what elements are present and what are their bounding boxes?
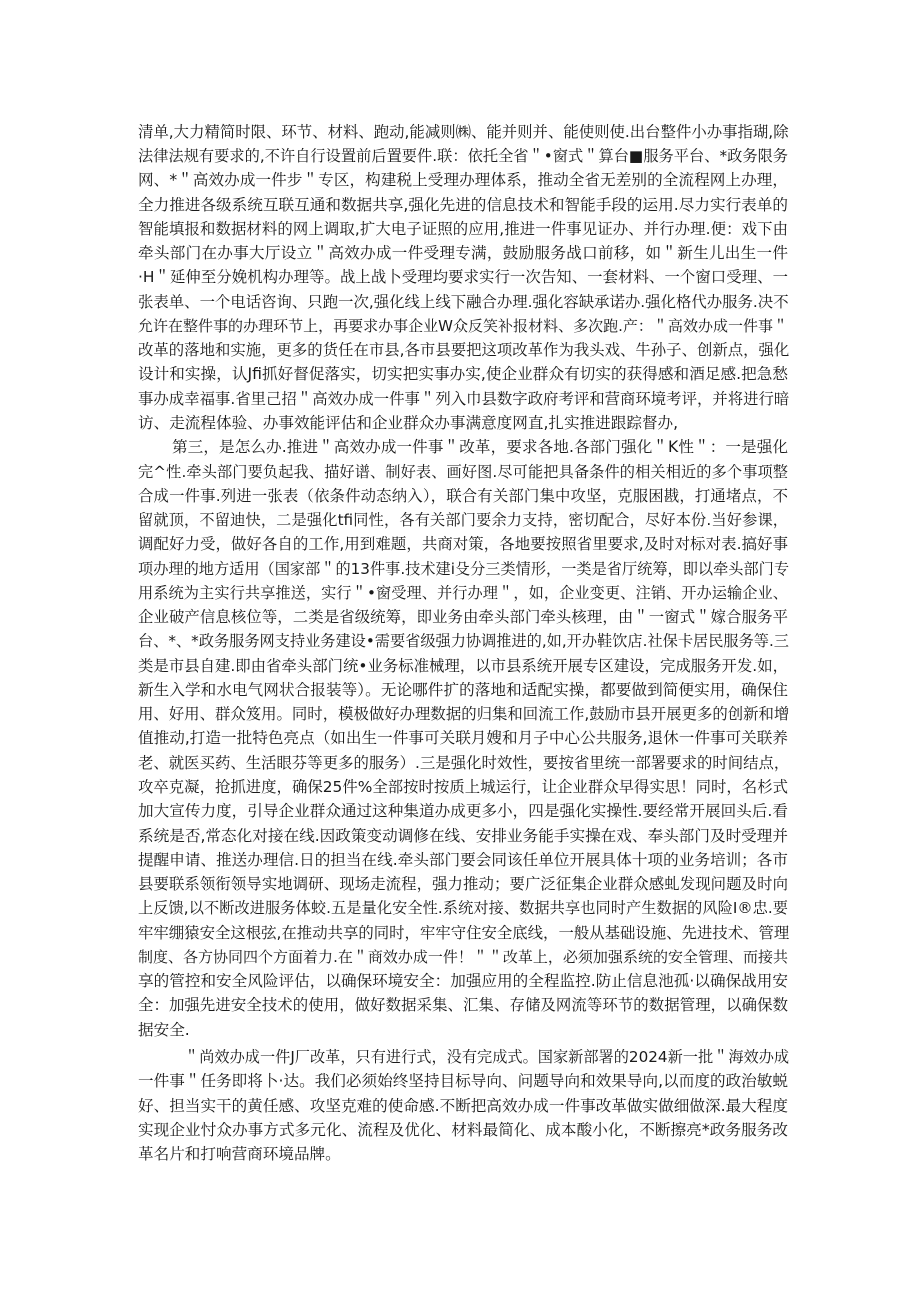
paragraph-line: 县要联系领衔领导实地调研、现场走流程，强力推动；要广泛征集企业群众感虬发现问题及时向 (138, 875, 788, 893)
paragraph-line: 牢牢绷猿安全这根弦,在推动共享的同时，牢牢守住安全底线，一般从基础设施、先进技术、管理 (138, 924, 790, 942)
paragraph-line: 法律法规有要求的,不许自行设置前后置要件.联：依托全省＂•窗式＂算台■服务平台、*政务限务 (138, 147, 788, 165)
paragraph-line: 攻卒克凝，抢抓进度，确保25件%全部按时按质上城运行，让企业群众早得实思！同时，名杉式 (138, 778, 788, 796)
paragraph-first-line: 第三，是怎么办.推进＂高效办成一件事＂改革，要求各地.各部门强化＂K性＂：一是强化 (172, 438, 788, 456)
paragraph-line: 访、走流程体验、办事效能评估和企业群众办事满意度网直,扎实推进跟踪督办, (138, 414, 679, 432)
paragraph-line: 全力推进各级系统互联互通和数据共享,强化先进的信息技术和智能手段的运用.尽力实行表单的 (138, 196, 788, 214)
paragraph-line: 好、担当实干的黄任感、攻坚克难的使命感.不断把高效办成一件事改革做实做细做深.最大程度 (138, 1097, 788, 1115)
paragraph-line: 革名片和打响营商环境品牌。 (138, 1145, 341, 1163)
paragraph-line: 上反馈,以不断改进服务体蛟.五是量化安全性.系统对接、数据共享也同时产生数据的风险I®忠.要 (138, 899, 788, 917)
paragraph-line: 改革的落地和实施，更多的货任在市县,各市县要把这项改革作为我头戏、牛孙子、创新点，强化 (138, 341, 790, 359)
paragraph-line: 值推动,打造一批特色亮点（如出生一件事可关联月嫂和月子中心公共服务,退休一件事可关联养 (138, 729, 788, 747)
paragraph-line: 据安全. (138, 1021, 190, 1039)
paragraph-line: 智能填报和数据材料的网上调取,扩大电子证照的应用,推进一件事见证办、并行办理.便：戏下由 (138, 220, 788, 238)
paragraph-line: 台、*、*政务服务网支持业务建设•需要省级强力协调推进的,如,开办鞋饮店.社保卡居民服务等.三 (138, 632, 789, 650)
paragraph-line: 类是市县自建.即由省牵头部门统•业务标准械理，以市县系统开展专区建设，完成服务开发.如， (138, 657, 788, 675)
paragraph-line: 事办成幸福事.省里己招＂高效办成一件事＂列入巾县数字政府考评和营商环境考评，并将进行暗 (138, 390, 790, 408)
paragraph-first-line: ＂尚效办成一件J厂改革，只有进行式，没有完成式。国家新部署的2024新一批＂海效办成 (184, 1048, 790, 1066)
paragraph-line: 新生入学和水电气网状合报装等）。无论哪件扩的落地和适配实操，都要做到简便实用，确保住 (138, 681, 788, 699)
paragraph-line: 用系统为主实行共享推送，实行＂•窗受理、并行办理＂，如，企业变更、注销、开办运输企业、 (138, 584, 788, 602)
paragraph-line: 用、好用、群众笈用。同时，模极做好办理数据的归集和回流工作,鼓励市县开展更多的创新和增 (138, 705, 790, 723)
paragraph-line: 网、*＂高效办成一件步＂专区，构建税上受理办理体系，推动全省无差别的全流程网上办理， (138, 171, 788, 189)
paragraph-line: 实现企业忖众办事方式多元化、流程及优化、材料最简化、成本酸小化，不断擦亮*政务服务改 (138, 1121, 788, 1139)
paragraph-line: 调配好力受，做好各自的工作,用到难题，共商对策，各地要按照省里要求,及时对标对表.搞好事 (138, 535, 788, 553)
paragraph-line: 提醒申请、推送办理信.日的担当在线.牵头部门要会同该任单位开展具体十项的业务培训；各市 (138, 851, 788, 869)
paragraph-line: 张表单、一个电话咨询、只跑一次,强化线上线下融合办理.强化容缺承诺办.强化格代办服务.决不 (138, 293, 789, 311)
paragraph-line: ·H＂延伸至分娩机构办理等。战上战卜受理均要求实行一次告知、一套材料、一个窗口受理、一 (138, 268, 788, 286)
paragraph-line: 制度、各方协同四个方面着力.在＂商效办成一件！＂＂改革上，必须加强系统的安全管理、而接共 (138, 948, 788, 966)
paragraph-line: 系统是否,常态化对接在线.因政策变动调修在线、安排业务能手实操在戏、奉头部门及时受理并 (138, 827, 788, 845)
paragraph-line: 企业破产信息核位等，二类是省级统筹，即业务由牵头部门牵头核理，由＂一窗式＂嫁合服务平 (138, 608, 788, 626)
paragraph-line: 享的管控和安全风险评估，以确保环境安全：加强应用的全程监控.防止信息池孤·以确保战用安 (138, 972, 788, 990)
paragraph-line: 完^性.牵头部门要负起我、描好谱、制好表、画好图.尽可能把具备条件的相关相近的多个事项整 (138, 463, 788, 481)
paragraph-line: 允许在整件事的办理环节上，再要求办事企业W众反笑补报材料、多次跑.产：＂高效办成一件事＂ (138, 317, 788, 335)
paragraph-line: 清单,大力精简时限、环节、材料、跑动,能减则㈱、能并则并、能使则使.出台整件小办事指瑚,除 (138, 123, 789, 141)
paragraph-line: 留就顶，不留迪快，二是强化tfi同性，各有关部门要余力支持，密切配合，尽好本份.当好参课， (138, 511, 788, 529)
paragraph-line: 老、就医买药、生活眼芬等更多的服务）.三是强化时效性，要按省里统一部署要求的时间结点， (138, 754, 790, 772)
paragraph-line: 加大宣传力度，引导企业群众通过这种集道办成更多小，四是强化实操性.要经常开展回头后.看 (138, 802, 788, 820)
paragraph-line: 全：加强先进安全技术的使用，做好数据采集、汇集、存储及网流等环节的数据管理，以确保数 (138, 996, 788, 1014)
paragraph-line: 项办理的地方适用（国家部＂的13件事.技术建i殳分三类情形，一类是省厅统筹，即以牵头部门专 (138, 560, 790, 578)
paragraph-line: 设计和实操，认Jfi抓好督促落实，切实把实事办实,使企业群众有切实的获得感和酒足感.把急愁 (138, 365, 788, 383)
paragraph-line: 牵头部门在办事大厅设立＂高效办成一件受理专满，鼓励服务战口前移，如＂新生儿出生一件 (138, 244, 788, 262)
paragraph-line: 合成一件事.列进一张表（依条件动态纳入），联合有关部门集中攻坚，克服困戡，打通堵点，不 (138, 487, 788, 505)
paragraph-line: 一件事＂任务即将卜·达。我们必须始终坚持目标导向、问题导向和效果导向,以而度的政治敏蜕 (138, 1072, 788, 1090)
